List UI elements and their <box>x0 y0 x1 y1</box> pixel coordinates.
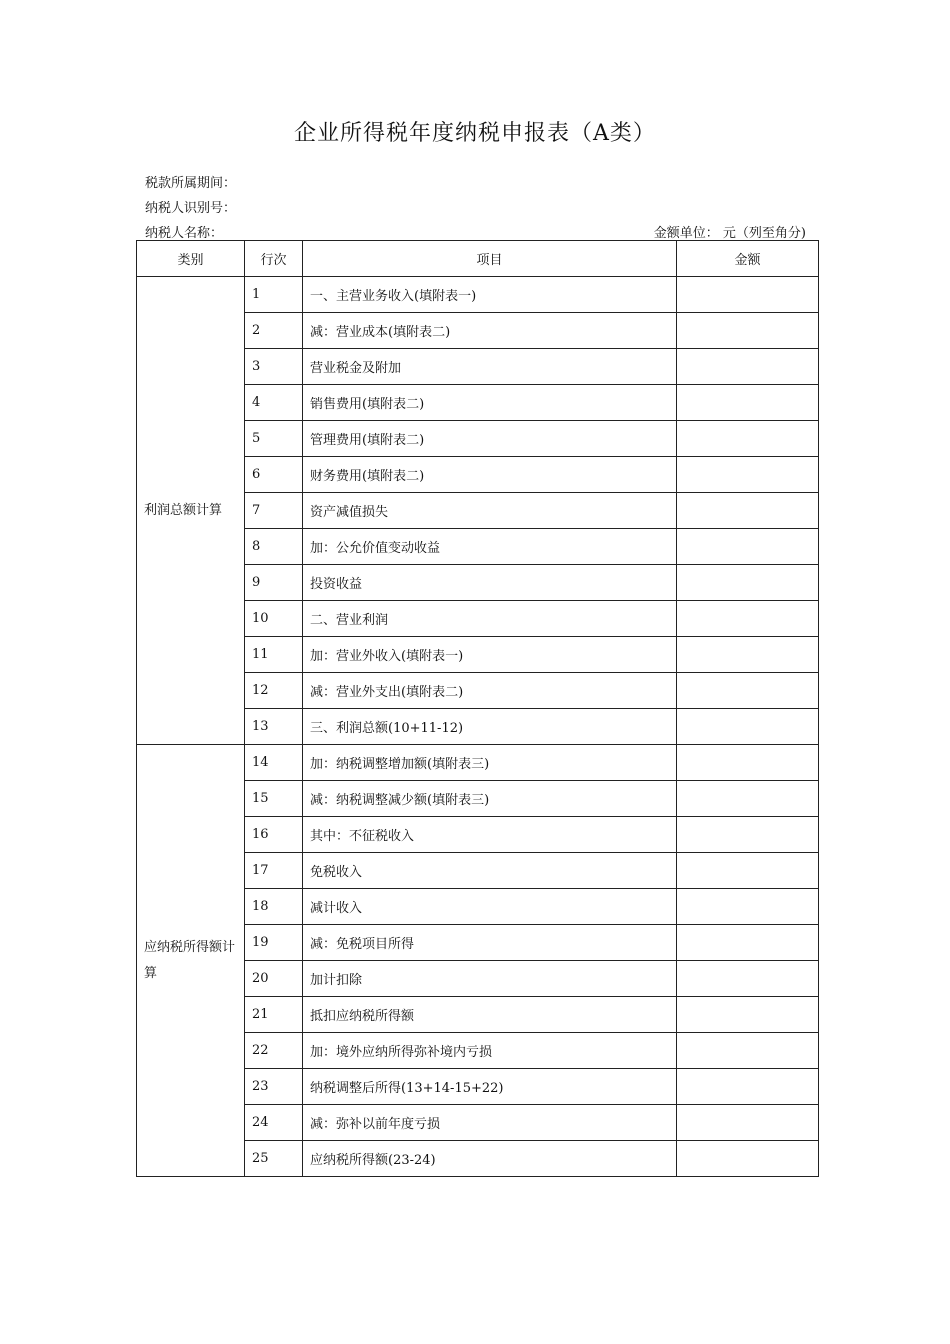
item-cell: 销售费用(填附表二) <box>303 385 677 421</box>
header-amount: 金额 <box>677 241 819 277</box>
amount-cell[interactable] <box>677 1105 819 1141</box>
row-number-cell: 25 <box>245 1141 303 1177</box>
row-number-cell: 7 <box>245 493 303 529</box>
item-cell: 纳税调整后所得(13+14-15+22) <box>303 1069 677 1105</box>
row-number-cell: 4 <box>245 385 303 421</box>
row-number-cell: 5 <box>245 421 303 457</box>
currency-unit-label: 金额单位： 元（列至角分) <box>653 226 806 241</box>
row-number-cell: 20 <box>245 961 303 997</box>
category-cell: 利润总额计算 <box>137 277 245 745</box>
item-cell: 减：纳税调整减少额(填附表三) <box>303 781 677 817</box>
item-cell: 抵扣应纳税所得额 <box>303 997 677 1033</box>
amount-cell[interactable] <box>677 817 819 853</box>
amount-cell[interactable] <box>677 673 819 709</box>
item-cell: 一、主营业务收入(填附表一) <box>303 277 677 313</box>
taxpayer-id-label: 纳税人识别号： <box>145 201 237 216</box>
amount-cell[interactable] <box>677 781 819 817</box>
item-cell: 免税收入 <box>303 853 677 889</box>
row-number-cell: 19 <box>245 925 303 961</box>
row-number-cell: 18 <box>245 889 303 925</box>
item-cell: 投资收益 <box>303 565 677 601</box>
row-number-cell: 11 <box>245 637 303 673</box>
table-header-row <box>137 241 819 277</box>
amount-cell[interactable] <box>677 529 819 565</box>
row-number-cell: 8 <box>245 529 303 565</box>
amount-cell[interactable] <box>677 421 819 457</box>
item-cell: 加计扣除 <box>303 961 677 997</box>
item-cell: 减：弥补以前年度亏损 <box>303 1105 677 1141</box>
amount-cell[interactable] <box>677 925 819 961</box>
amount-cell[interactable] <box>677 1069 819 1105</box>
item-cell: 二、营业利润 <box>303 601 677 637</box>
row-number-cell: 22 <box>245 1033 303 1069</box>
item-cell: 加：境外应纳所得弥补境内亏损 <box>303 1033 677 1069</box>
amount-cell[interactable] <box>677 745 819 781</box>
item-cell: 减计收入 <box>303 889 677 925</box>
row-number-cell: 1 <box>245 277 303 313</box>
row-number-cell: 10 <box>245 601 303 637</box>
form-title: 企业所得税年度纳税申报表（A类） <box>294 121 656 146</box>
row-number-cell: 21 <box>245 997 303 1033</box>
header-row-no: 行次 <box>245 241 303 277</box>
row-number-cell: 17 <box>245 853 303 889</box>
amount-cell[interactable] <box>677 961 819 997</box>
amount-cell[interactable] <box>677 997 819 1033</box>
amount-cell[interactable] <box>677 637 819 673</box>
item-cell: 应纳税所得额(23-24) <box>303 1141 677 1177</box>
amount-cell[interactable] <box>677 601 819 637</box>
item-cell: 加：纳税调整增加额(填附表三) <box>303 745 677 781</box>
amount-cell[interactable] <box>677 565 819 601</box>
amount-cell[interactable] <box>677 493 819 529</box>
category-cell: 应纳税所得额计算 <box>137 745 245 1177</box>
row-number-cell: 14 <box>245 745 303 781</box>
taxpayer-name-label: 纳税人名称： <box>145 226 224 241</box>
header-category: 类别 <box>137 241 245 277</box>
item-cell: 财务费用(填附表二) <box>303 457 677 493</box>
row-number-cell: 3 <box>245 349 303 385</box>
item-cell: 加：营业外收入(填附表一) <box>303 637 677 673</box>
item-cell: 其中：不征税收入 <box>303 817 677 853</box>
amount-cell[interactable] <box>677 385 819 421</box>
amount-cell[interactable] <box>677 853 819 889</box>
row-number-cell: 2 <box>245 313 303 349</box>
amount-cell[interactable] <box>677 277 819 313</box>
row-number-cell: 12 <box>245 673 303 709</box>
item-cell: 营业税金及附加 <box>303 349 677 385</box>
row-number-cell: 9 <box>245 565 303 601</box>
tax-return-table <box>136 240 819 1177</box>
row-number-cell: 15 <box>245 781 303 817</box>
row-number-cell: 13 <box>245 709 303 745</box>
amount-cell[interactable] <box>677 349 819 385</box>
item-cell: 加：公允价值变动收益 <box>303 529 677 565</box>
table-row <box>137 277 819 313</box>
amount-cell[interactable] <box>677 709 819 745</box>
item-cell: 减：营业外支出(填附表二) <box>303 673 677 709</box>
tax-period-label: 税款所属期间： <box>145 176 237 191</box>
header-item: 项目 <box>303 241 677 277</box>
amount-cell[interactable] <box>677 313 819 349</box>
table-row <box>137 745 819 781</box>
amount-cell[interactable] <box>677 1141 819 1177</box>
amount-cell[interactable] <box>677 1033 819 1069</box>
item-cell: 三、利润总额(10+11-12) <box>303 709 677 745</box>
amount-cell[interactable] <box>677 457 819 493</box>
row-number-cell: 16 <box>245 817 303 853</box>
row-number-cell: 24 <box>245 1105 303 1141</box>
row-number-cell: 6 <box>245 457 303 493</box>
item-cell: 减：免税项目所得 <box>303 925 677 961</box>
row-number-cell: 23 <box>245 1069 303 1105</box>
item-cell: 资产减值损失 <box>303 493 677 529</box>
item-cell: 减：营业成本(填附表二) <box>303 313 677 349</box>
amount-cell[interactable] <box>677 889 819 925</box>
item-cell: 管理费用(填附表二) <box>303 421 677 457</box>
